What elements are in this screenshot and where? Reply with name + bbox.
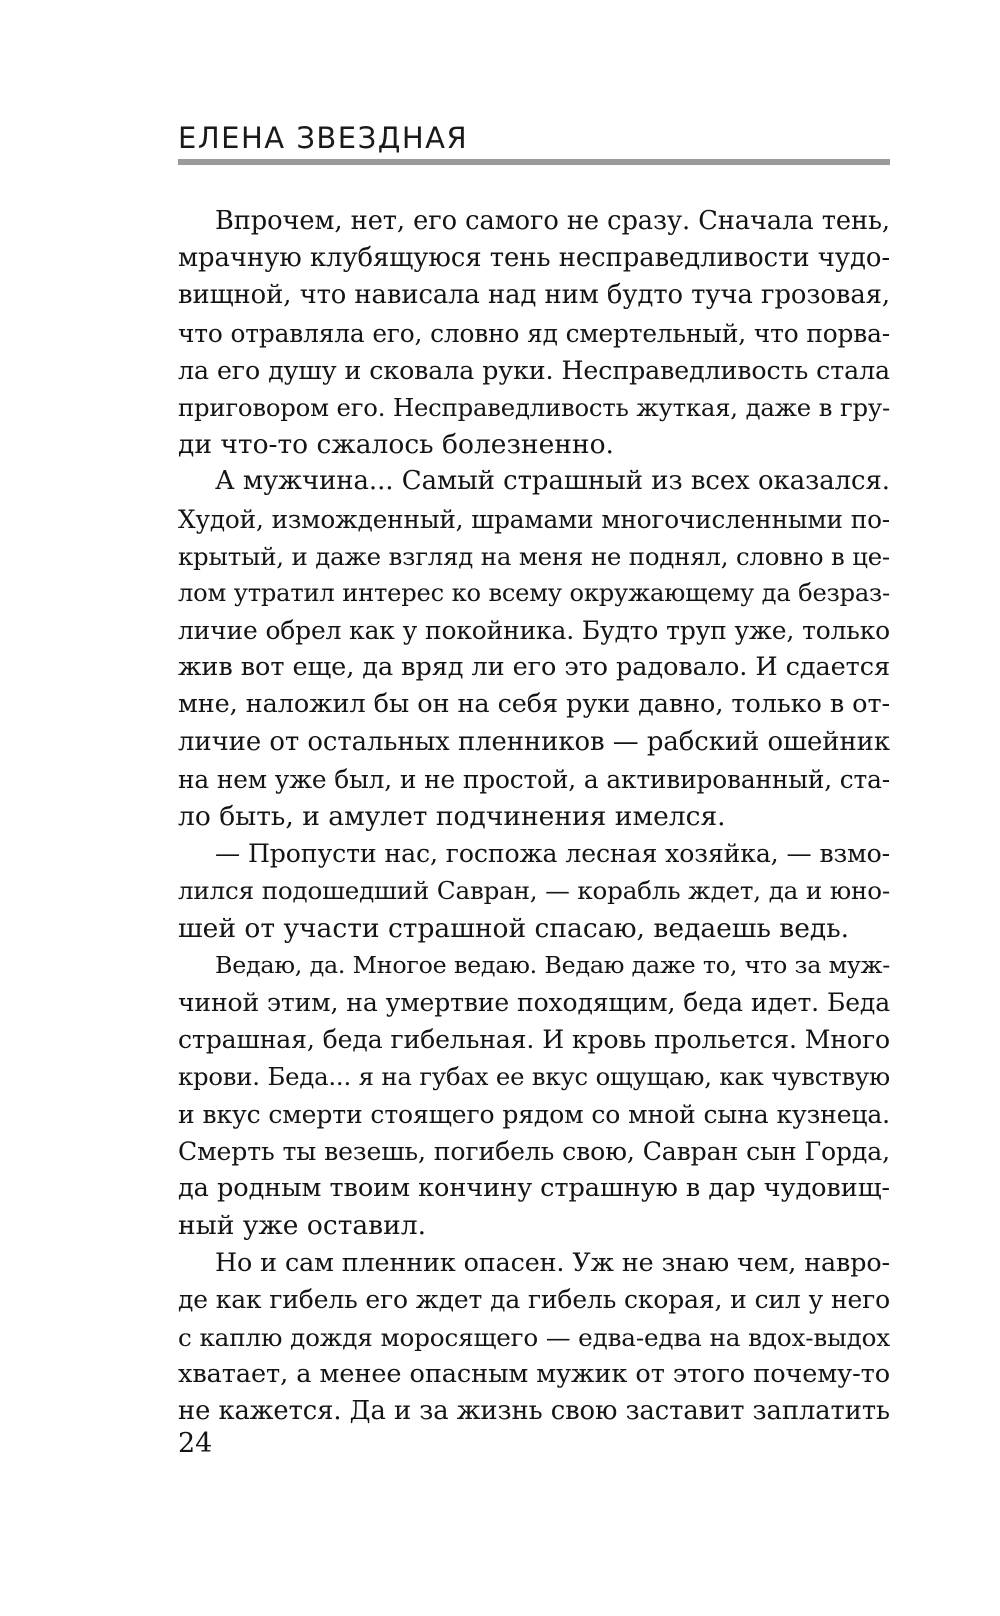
text-line: что отравляла его, словно яд смертельный, что порва- — [178, 318, 890, 348]
text-line: ло быть, и амулет подчинения имелся. — [178, 801, 726, 832]
text-line: де как гибель его ждет да гибель скорая, и сил у него — [178, 1285, 890, 1315]
text-line: Но и сам пленник опасен. Уж не знаю чем, навро- — [215, 1247, 890, 1278]
text-line: шей от участи страшной спасаю, ведаешь ведь. — [178, 912, 850, 944]
text-line: — Пропусти нас, госпожа лесная хозяйка, — взмо- — [215, 839, 890, 869]
running-header-author: ЕЛЕНА ЗВЕЗДНАЯ — [178, 121, 469, 155]
text-line: с каплю дождя моросящего — едва-едва на вдох-выдох — [178, 1322, 890, 1352]
text-line: и вкус смерти стоящего рядом со мной сына кузнеца. — [178, 1099, 890, 1129]
text-line: приговором его. Несправедливость жуткая, даже в гру- — [178, 392, 890, 422]
text-line: Смерть ты везешь, погибель свою, Савран сын Горда, — [178, 1136, 890, 1166]
text-line: на нем уже был, и не простой, а активированный, ста- — [178, 764, 890, 794]
text-line: ди что-то сжалось болезненно. — [178, 429, 614, 461]
text-line: жив вот еще, да вряд ли его это радовало. И сдается — [178, 652, 890, 683]
text-line: хватает, а менее опасным мужик от этого почему-то — [178, 1358, 890, 1389]
text-line: ла его душу и сковала руки. Несправедливость стала — [178, 355, 890, 385]
text-line: крови. Беда... я на губах ее вкус ощущаю, как чувствую — [178, 1062, 890, 1092]
text-line: личие обрел как у покойника. Будто труп уже, только — [178, 616, 890, 646]
text-line: лился подошедший Савран, — корабль ждет, да и юно- — [178, 876, 890, 906]
text-line: мрачную клубящуюся тень несправедливости чудо- — [178, 243, 890, 274]
text-line: ный уже оставил. — [178, 1210, 427, 1242]
text-line: личие от остальных пленников — рабский ошейник — [178, 726, 890, 757]
header-rule — [178, 159, 890, 165]
text-line: Худой, изможденный, шрамами многочисленными по- — [178, 504, 890, 534]
text-line: вищной, что нависала над ним будто туча грозовая, — [178, 280, 890, 311]
text-line: крытый, и даже взгляд на меня не поднял, словно в це- — [178, 541, 890, 571]
body-text — [178, 203, 890, 1430]
text-line: лом утратил интерес ко всему окружающему да безраз- — [178, 578, 890, 607]
text-line: не кажется. Да и за жизнь свою заставит заплатить — [178, 1396, 890, 1426]
text-line: А мужчина... Самый страшный из всех оказался. — [215, 466, 890, 497]
text-line: чиной этим, на умертвие походящим, беда идет. Беда — [178, 987, 890, 1017]
text-line: Впрочем, нет, его самого не сразу. Сначала тень, — [215, 206, 890, 236]
text-line: страшная, беда гибельная. И кровь прольется. Много — [178, 1025, 890, 1055]
text-line: Ведаю, да. Многое ведаю. Ведаю даже то, что за муж- — [215, 950, 890, 979]
page-number: 24 — [178, 1428, 213, 1459]
text-line: мне, наложил бы он на себя руки давно, только в от- — [178, 689, 890, 720]
text-line: да родным твоим кончину страшную в дар чудовищ- — [178, 1172, 890, 1203]
